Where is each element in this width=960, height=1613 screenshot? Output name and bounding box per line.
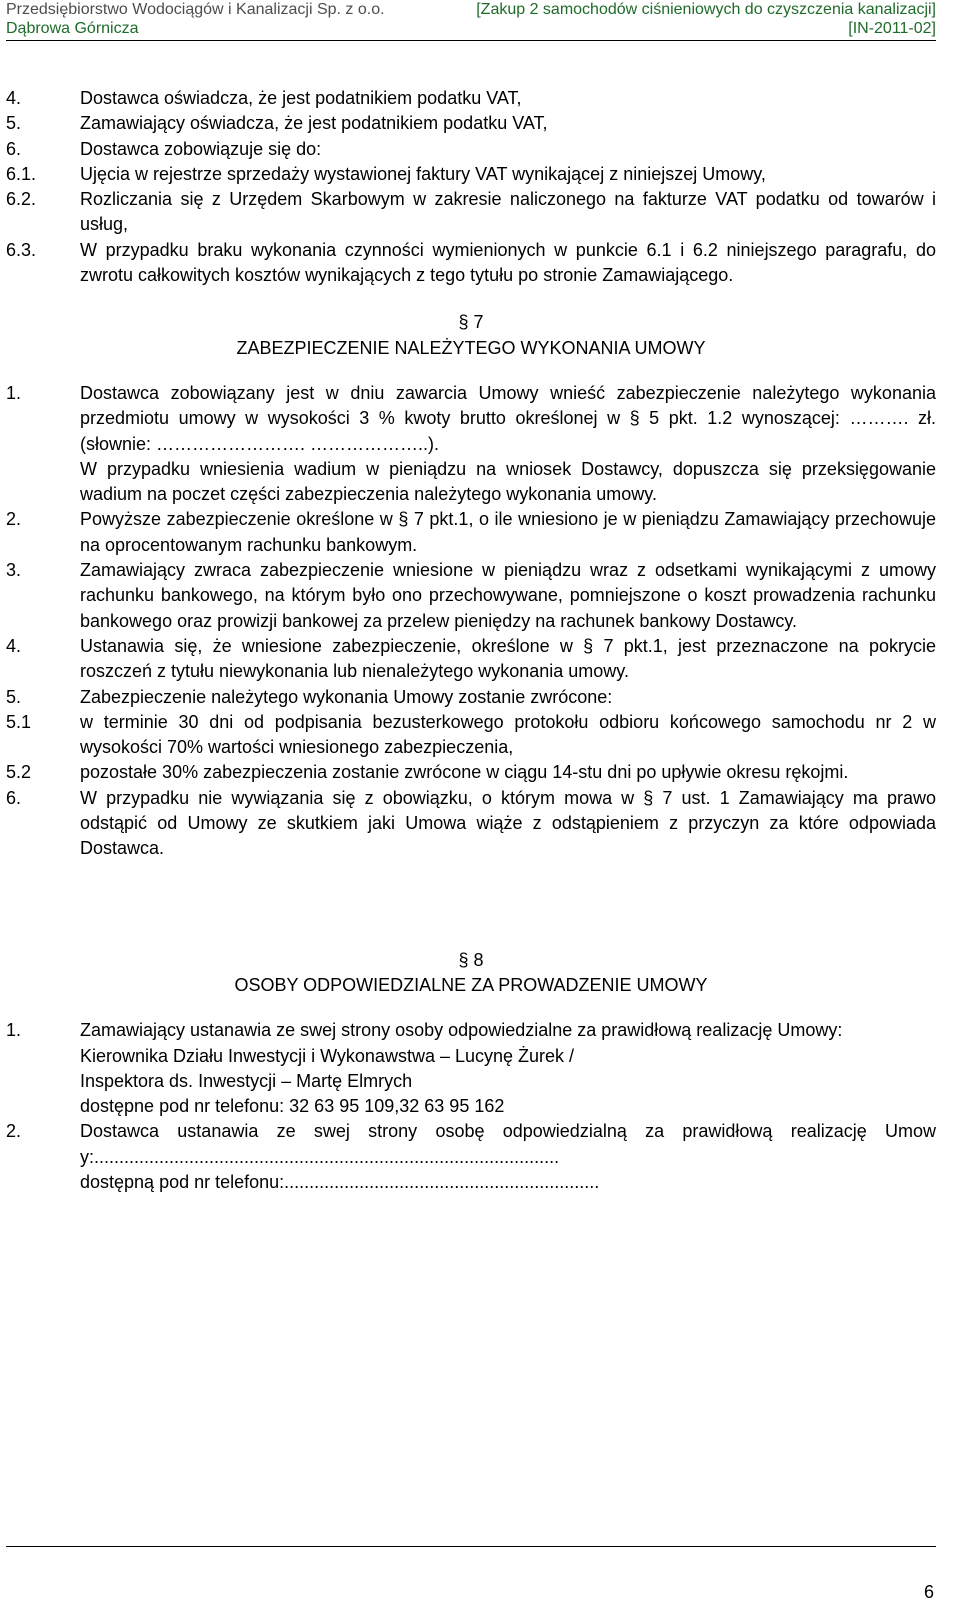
list-item	[6, 137, 936, 162]
list-item	[6, 760, 936, 785]
item-text: Dostawca zobowiązuje się do:	[80, 138, 322, 159]
list-item	[6, 786, 936, 862]
item-number: 1.	[6, 382, 22, 403]
item-text: Powyższe zabezpieczenie określone w § 7 pkt.1, o ile wniesiono je w pieniądzu Zamawiający przechowuje na oprocentowanym rachunku bankowym.	[80, 509, 936, 555]
item-text: Zamawiający zwraca zabezpieczenie wniesione w pieniądzu wraz z odsetkami wynikającymi z umowy rachunku bankowego, na którym było ono przechowywane, pomniejszone o koszt prowadzenia rachunku bankowego oraz prowizji bankowej za przelew pieniędzy na rachunek bankowy Dostawcy.	[80, 560, 936, 631]
phone-line: dostępną pod nr telefonu:...............................................................	[80, 1171, 600, 1192]
section-7-heading	[6, 310, 936, 361]
item-text: W przypadku braku wykonania czynności wymienionych w punkcie 6.1 i 6.2 niniejszego paragrafu, do zwrotu całkowitych kosztów wynikających z tego tytułu po stronie Zamawiającego.	[80, 239, 936, 286]
header-left	[6, 0, 385, 38]
item-number: 5.	[6, 686, 22, 707]
section-symbol: §	[458, 949, 469, 970]
item-continuation: W przypadku wniesienia wadium w pieniądzu na wniosek Dostawcy, dopuszcza się przeksięgowanie wadium na poczet części zabezpieczenia należytego wykonania umowy.	[80, 458, 936, 505]
list-item	[6, 710, 936, 761]
item-number: 6.	[6, 787, 22, 808]
item-text: pozostałe 30% zabezpieczenia zostanie zwrócone w ciągu 14-stu dni po upływie okresu rękojmi.	[80, 762, 849, 783]
item-number: 2.	[6, 1121, 22, 1142]
footer-divider	[6, 1546, 936, 1547]
list-item	[6, 1018, 936, 1043]
tender-subject: [Zakup 2 samochodów ciśnieniowych do czyszczenia kanalizacji]	[476, 1, 936, 18]
item-text: W przypadku nie wywiązania się z obowiązku, o którym mowa w § 7 ust. 1 Zamawiający ma prawo odstąpić od Umowy ze skutkiem jaki Umowa wiąże z odstąpieniem z przyczyn za które odpowiada Dostawca.	[80, 787, 936, 859]
list-item	[6, 634, 936, 685]
item-text: Ujęcia w rejestrze sprzedaży wystawionej faktury VAT wynikającej z niniejszej Umowy,	[80, 163, 766, 184]
list-item	[6, 238, 936, 289]
item-text: Zabezpieczenie należytego wykonania Umowy zostanie zwrócone:	[80, 686, 613, 707]
tender-code: [IN-2011-02]	[848, 20, 936, 37]
section-8-heading	[6, 948, 936, 999]
item-text: Zamawiający ustanawia ze swej strony osoby odpowiedzialne za prawidłową realizację Umowy:	[80, 1020, 843, 1041]
item-text: Dostawca oświadcza, że jest podatnikiem podatku VAT,	[80, 88, 522, 108]
responsible-person-line: Kierownika Działu Inwestycji i Wykonawstwa – Lucynę Żurek /	[80, 1045, 575, 1066]
section-number: 8	[473, 949, 484, 970]
item-number: 5.1	[6, 711, 32, 732]
list-item	[6, 507, 936, 558]
section-title: ZABEZPIECZENIE NALEŻYTEGO WYKONANIA UMOWY	[236, 337, 706, 358]
item-number: 6.1.	[6, 163, 37, 184]
item-text: Dostawca zobowiązany jest w dniu zawarcia Umowy wnieść zabezpieczenie należytego wykonania przedmiotu umowy w wysokości 3 % kwoty brutto określonej w § 5 pkt. 1.2 wynoszącej: ………. zł. (słownie: ……………………. ………………..).	[80, 382, 936, 454]
company-city: Dąbrowa Górnicza	[6, 20, 139, 37]
item-number: 2.	[6, 509, 22, 530]
section-symbol: §	[458, 312, 469, 333]
company-name: Przedsiębiorstwo Wodociągów i Kanalizacji Sp. z o.o.	[6, 1, 385, 18]
item-number: 4.	[6, 88, 22, 108]
document-body	[6, 86, 936, 1195]
list-item	[6, 86, 936, 111]
item-text: Rozliczania się z Urzędem Skarbowym w zakresie naliczonego na fakturze VAT podatku od towarów i usług,	[80, 189, 936, 235]
item-number: 5.2	[6, 762, 32, 783]
list-item	[6, 111, 936, 136]
item-number: 6.	[6, 138, 22, 159]
item-text: Zamawiający oświadcza, że jest podatnikiem podatku VAT,	[80, 113, 548, 134]
item-number: 1.	[6, 1020, 22, 1041]
item-text: w terminie 30 dni od podpisania bezusterkowego protokołu odbioru końcowego samochodu nr 2 w wysokości 70% wartości wniesionego zabezpieczenia,	[80, 711, 936, 758]
item-text: Dostawca ustanawia ze swej strony osobę odpowiedzialną za prawidłową realizację Umowy:.............................................................................................	[80, 1121, 936, 1167]
item-number: 6.2.	[6, 189, 37, 210]
section-title: OSOBY ODPOWIEDZIALNE ZA PROWADZENIE UMOWY	[234, 974, 708, 995]
list-item	[6, 685, 936, 710]
item-number: 5.	[6, 113, 22, 134]
item-number: 3.	[6, 560, 22, 581]
responsible-person-line: Inspektora ds. Inwestycji – Martę Elmrych	[80, 1070, 413, 1091]
list-item	[6, 187, 936, 238]
item-number: 4.	[6, 635, 22, 656]
phone-line: dostępne pod nr telefonu: 32 63 95 109,32 63 95 162	[80, 1096, 505, 1117]
list-item	[6, 1119, 936, 1170]
list-item	[6, 558, 936, 634]
list-item	[6, 381, 936, 457]
list-item	[6, 162, 936, 187]
header-right	[476, 0, 936, 38]
page-header	[6, 0, 936, 41]
item-number: 6.3.	[6, 239, 37, 260]
section-number: 7	[473, 312, 484, 333]
item-text: Ustanawia się, że wniesione zabezpieczenie, określone w § 7 pkt.1, jest przeznaczone na pokrycie roszczeń z tytułu niewykonania lub nienależytego wykonania umowy.	[80, 635, 936, 682]
page-number: 6	[923, 1582, 934, 1602]
